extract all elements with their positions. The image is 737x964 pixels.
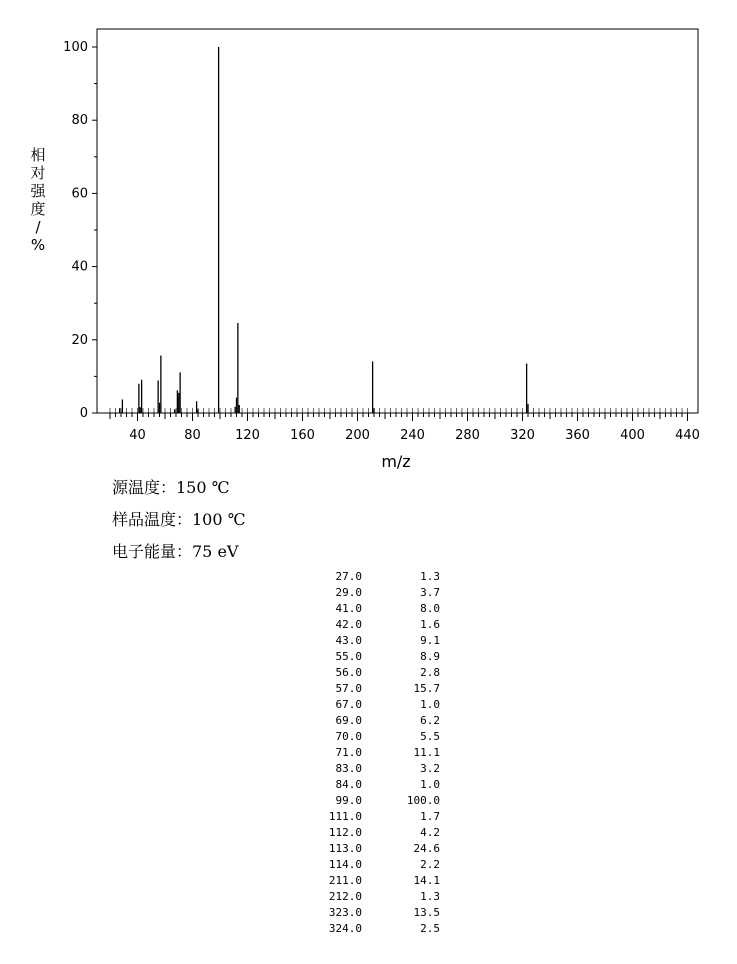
- x-tick-label: 240: [400, 428, 425, 443]
- abundance-value: 4.2: [420, 826, 440, 839]
- abundance-value: 1.7: [420, 810, 440, 823]
- abundance-value: 1.0: [420, 698, 440, 711]
- mz-value: 71.0: [335, 746, 362, 759]
- y-axis-label-char: 强: [30, 182, 46, 200]
- table-row: [300, 889, 440, 905]
- mz-value: 27.0: [335, 570, 362, 583]
- mz-value: 43.0: [335, 634, 362, 647]
- x-tick-label: 80: [184, 428, 201, 443]
- mass-spectrum-chart: [0, 0, 737, 480]
- abundance-value: 13.5: [413, 906, 440, 919]
- mz-value: 114.0: [328, 858, 362, 871]
- y-axis-label: [30, 146, 46, 254]
- table-row: [300, 665, 440, 681]
- x-tick-label: 280: [455, 428, 480, 443]
- y-tick-label: 80: [71, 113, 88, 129]
- table-row: [300, 697, 440, 713]
- mz-value: 323.0: [328, 906, 362, 919]
- x-axis-label: m/z: [381, 452, 411, 471]
- x-tick-label: 400: [620, 428, 645, 443]
- abundance-value: 8.9: [420, 650, 440, 663]
- abundance-value: 8.0: [420, 602, 440, 615]
- abundance-value: 9.1: [420, 634, 440, 647]
- abundance-value: 1.3: [420, 890, 440, 903]
- abundance-value: 3.2: [420, 762, 440, 775]
- y-axis-label-char: 对: [30, 164, 46, 182]
- y-axis-label-char: %: [30, 236, 46, 254]
- spectrum-peaks: [120, 47, 528, 413]
- mz-value: 112.0: [328, 826, 362, 839]
- table-row: [300, 825, 440, 841]
- y-axis-label-char: /: [35, 218, 41, 236]
- table-row: [300, 809, 440, 825]
- x-tick-label: 40: [129, 428, 146, 443]
- abundance-value: 1.0: [420, 778, 440, 791]
- mz-value: 99.0: [335, 794, 362, 807]
- table-row: [300, 793, 440, 809]
- abundance-value: 1.3: [420, 570, 440, 583]
- abundance-value: 14.1: [413, 874, 440, 887]
- x-tick-label: 320: [510, 428, 535, 443]
- y-tick-label: 40: [71, 259, 88, 275]
- mz-value: 69.0: [335, 714, 362, 727]
- table-row: [300, 681, 440, 697]
- plot-border: [97, 29, 698, 413]
- x-tick-label: 360: [565, 428, 590, 443]
- mz-value: 211.0: [328, 874, 362, 887]
- table-row: [300, 617, 440, 633]
- mz-value: 29.0: [335, 586, 362, 599]
- y-axis-label-char: 相: [30, 146, 46, 164]
- table-row: [300, 601, 440, 617]
- mz-value: 55.0: [335, 650, 362, 663]
- table-row: [300, 761, 440, 777]
- table-row: [300, 777, 440, 793]
- table-row: [300, 841, 440, 857]
- table-row: [300, 713, 440, 729]
- abundance-value: 2.5: [420, 922, 440, 935]
- abundance-value: 6.2: [420, 714, 440, 727]
- sample-temperature: 样品温度：100 ℃: [112, 510, 246, 529]
- table-row: [300, 921, 440, 937]
- table-row: [300, 857, 440, 873]
- abundance-value: 1.6: [420, 618, 440, 631]
- x-tick-label: 200: [345, 428, 370, 443]
- y-tick-label: 0: [79, 406, 88, 421]
- abundance-value: 2.2: [420, 858, 440, 871]
- y-axis: [63, 40, 97, 421]
- mz-value: 57.0: [335, 682, 362, 695]
- mz-value: 42.0: [335, 618, 362, 631]
- y-tick-label: 60: [71, 186, 88, 202]
- mz-value: 324.0: [328, 922, 362, 935]
- peak-list-table: [300, 569, 440, 937]
- mz-value: 84.0: [335, 778, 362, 791]
- electron-energy: 电子能量：75 eV: [112, 542, 239, 561]
- mz-value: 70.0: [335, 730, 362, 743]
- abundance-value: 15.7: [413, 682, 440, 695]
- x-tick-label: 160: [290, 428, 315, 443]
- y-tick-label: 100: [63, 40, 88, 55]
- mz-value: 41.0: [335, 602, 362, 615]
- plot-frame: [97, 29, 698, 413]
- x-tick-label: 440: [675, 428, 700, 443]
- table-row: [300, 745, 440, 761]
- source-temperature: 源温度：150 ℃: [112, 478, 230, 497]
- y-tick-label: 20: [71, 332, 88, 348]
- table-row: [300, 585, 440, 601]
- table-row: [300, 729, 440, 745]
- abundance-value: 2.8: [420, 666, 440, 679]
- mz-value: 83.0: [335, 762, 362, 775]
- table-row: [300, 649, 440, 665]
- x-tick-label: 120: [235, 428, 260, 443]
- abundance-value: 11.1: [413, 746, 440, 759]
- mz-value: 67.0: [335, 698, 362, 711]
- abundance-value: 5.5: [420, 730, 440, 743]
- mz-value: 212.0: [328, 890, 362, 903]
- table-row: [300, 569, 440, 585]
- abundance-value: 3.7: [420, 586, 440, 599]
- mz-value: 113.0: [328, 842, 362, 855]
- table-row: [300, 873, 440, 889]
- y-axis-label-char: 度: [30, 200, 46, 218]
- mz-value: 111.0: [328, 810, 362, 823]
- table-row: [300, 905, 440, 921]
- abundance-value: 24.6: [413, 842, 440, 855]
- table-row: [300, 633, 440, 649]
- abundance-value: 100.0: [406, 794, 440, 807]
- mz-value: 56.0: [335, 666, 362, 679]
